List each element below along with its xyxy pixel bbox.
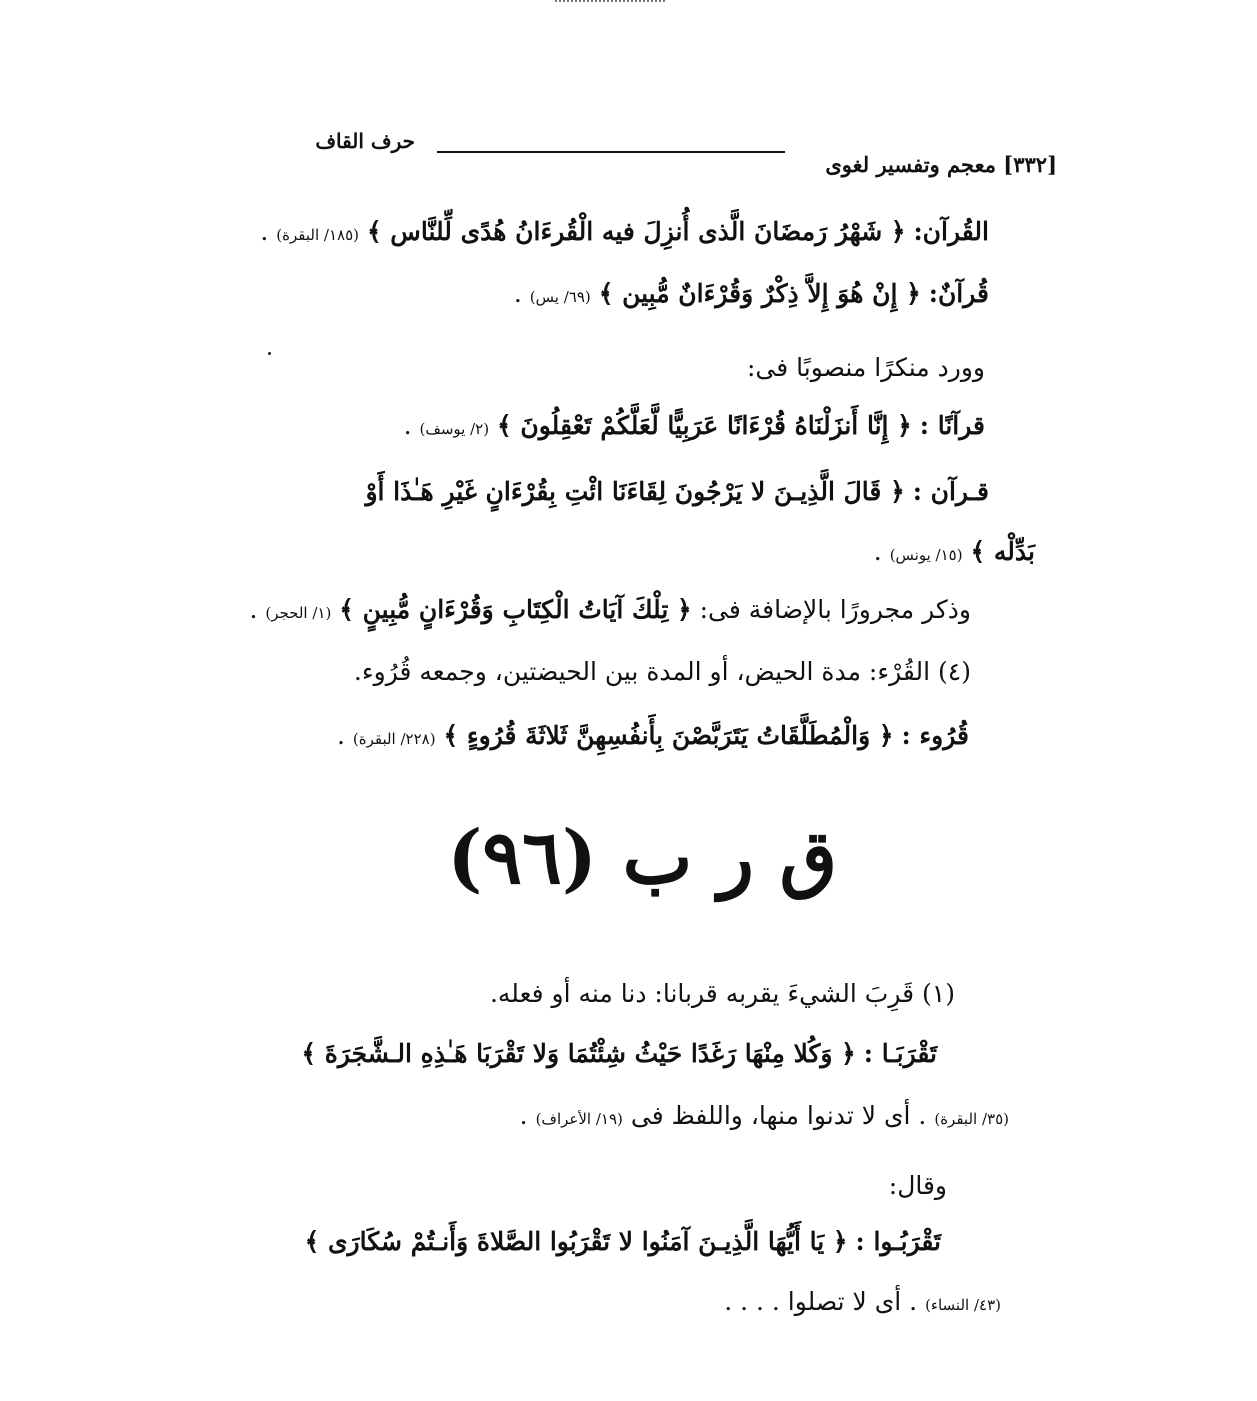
quran-quote: ﴿ إِنْ هُوَ إِلاَّ ذِكْرٌ وَقُرْءَانٌ مُّبِين ﴾	[598, 279, 921, 308]
period: .	[336, 721, 345, 750]
text-line: وقال:	[888, 1171, 947, 1200]
explanation-text: . أى لا تصلوا . . . .	[724, 1287, 918, 1316]
verse-reference: (١٥/ يونس)	[889, 546, 963, 564]
section-title: حرف القاف	[315, 129, 415, 153]
intro-text: وذكر مجرورًا بالإضافة فى:	[699, 595, 971, 624]
verse-reference: (٤٣/ النساء)	[925, 1296, 1001, 1314]
entry-label: تَقْرَبُـوا :	[855, 1227, 941, 1256]
quran-quote: ﴿ وَكُلا مِنْهَا رَغَدًا حَيْثُ شِئْتُمَا وَلا تَقْرَبَا هَـٰذِهِ الـشَّجَرَةَ ﴾	[301, 1039, 856, 1068]
entry-label: القُرآن:	[913, 217, 989, 246]
page-label: [٣٣٢] معجم وتفسير لغوى	[825, 152, 1057, 177]
quran-quote: ﴿ تِلْكَ آيَاتُ الْكِتَابِ وَقُرْءَانٍ مُّبِينٍ ﴾	[339, 595, 692, 624]
quran-quote: ﴿ يَا أَيُّهَا الَّذِيـنَ آمَنُوا لا تَقْرَبُوا الصَّلاةَ وَأَنـتُمْ سُكَارَى ﴾	[304, 1227, 848, 1256]
entry-line	[404, 406, 985, 449]
verse-reference: (٦٩/ يس)	[529, 288, 591, 306]
entry-line	[249, 590, 971, 633]
entry-label: تَقْرَبَـا :	[863, 1039, 937, 1068]
quran-quote: ﴿ قَالَ الَّذِيـنَ لا يَرْجُونَ لِقَاءَنَا ائْتِ بِقُرْءَانٍ غَيْرِ هَـٰذَا أَوْ	[365, 477, 905, 506]
entry-line	[520, 1096, 1009, 1139]
entry-line	[724, 1282, 1001, 1325]
period: .	[873, 537, 882, 566]
quran-quote: ﴿ شَهْرُ رَمضَانَ الَّذى أُنزِلَ فيه الْقُرءَانُ هُدًى لِّلنَّاس ﴾	[366, 217, 906, 246]
entry-line	[305, 1222, 941, 1262]
header-rule	[437, 151, 785, 153]
period: .	[403, 411, 412, 440]
verse-reference: (١/ الحجر)	[265, 604, 332, 622]
entry-line	[337, 716, 969, 759]
entry-line	[301, 1034, 937, 1074]
period: .	[260, 217, 269, 246]
verse-reference: (١٩/ الأعراف)	[535, 1110, 623, 1128]
quran-quote: ﴿ إِنَّا أَنزَلْنَاهُ قُرْءَانًا عَرَبِيًّا لَّعَلَّكُمْ تَعْقِلُونَ ﴾	[497, 411, 912, 440]
period: .	[249, 595, 258, 624]
root-heading: ق ر ب (٩٦)	[447, 815, 837, 901]
explanation-text: . أى لا تدنوا منها، واللفظ فى	[630, 1101, 927, 1130]
quran-quote-continued: بَدِّلْه ﴾	[970, 537, 1035, 566]
scan-speck	[268, 352, 271, 355]
verse-reference: (٢٢٨/ البقرة)	[352, 730, 436, 748]
entry-line	[874, 532, 1035, 575]
entry-line	[365, 472, 989, 512]
text-line: وورد منكرًا منصوبًا فى:	[747, 353, 985, 382]
entry-label: قرآنًا :	[919, 411, 985, 440]
entry-line	[260, 212, 989, 255]
verse-reference: (٢/ يوسف)	[419, 420, 490, 438]
period: .	[519, 1101, 528, 1130]
entry-line	[514, 274, 989, 317]
entry-label: قـرآن :	[912, 477, 989, 506]
verse-reference: (١٨٥/ البقرة)	[276, 226, 359, 244]
text-line: (١) قَرِبَ الشيءَ يقربه قربانا: دنا منه أو فعله.	[489, 979, 955, 1008]
scan-artifact	[555, 0, 665, 5]
period: .	[513, 279, 522, 308]
entry-label: قُرآنٌ:	[928, 279, 989, 308]
text-line: (٤) القُرْء: مدة الحيض، أو المدة بين الحيضتين، وجمعه قُرُوء.	[353, 657, 971, 686]
quran-quote: ﴿ وَالْمُطَلَّقَاتُ يَتَرَبَّصْنَ بِأَنفُسِهِنَّ ثَلاثَةَ قُرُوءٍ ﴾	[443, 721, 894, 750]
verse-reference: (٣٥/ البقرة)	[934, 1110, 1009, 1128]
entry-label: قُرُوء :	[901, 721, 969, 750]
